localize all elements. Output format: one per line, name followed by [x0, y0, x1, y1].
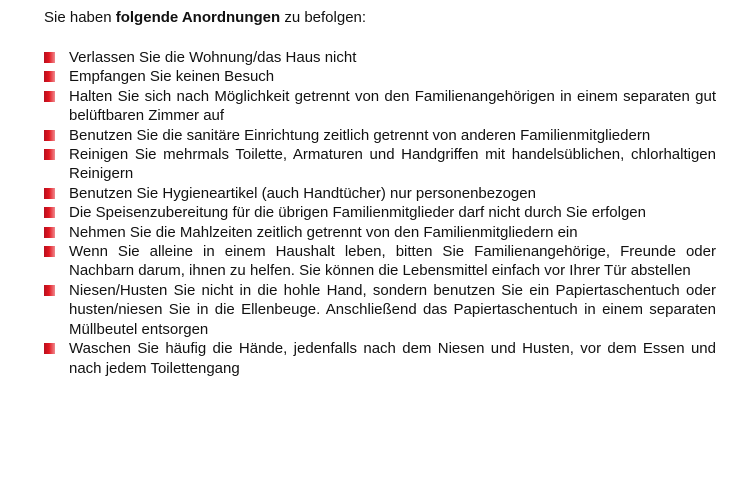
list-item [44, 145, 716, 184]
list-item-text: Halten Sie sich nach Möglichkeit getrennt von den Familienangehörigen in einem separaten gut belüftbaren Zimmer auf [69, 87, 716, 125]
list-item [44, 281, 716, 339]
bullet-icon [44, 149, 55, 160]
bullet-icon [44, 71, 55, 82]
list-item [44, 184, 716, 203]
list-item [44, 67, 716, 86]
bullet-icon [44, 207, 55, 218]
list-item-text: Waschen Sie häufig die Hände, jedenfalls nach dem Niesen und Husten, vor dem Essen und nach jedem Toilettengang [69, 340, 716, 377]
bullet-icon [44, 91, 55, 102]
list-item [44, 126, 716, 145]
intro-line [44, 8, 716, 28]
intro-prefix: Sie haben [44, 9, 116, 26]
bullet-icon [44, 227, 55, 238]
intro-bold: folgende Anordnungen [115, 9, 281, 26]
list-item [44, 339, 716, 378]
intro-suffix: zu befolgen: [280, 9, 367, 26]
list-item [44, 223, 716, 242]
list-item-text: Verlassen Sie die Wohnung/das Haus nicht [69, 49, 357, 66]
rules-list [44, 48, 716, 378]
list-item [44, 87, 716, 126]
bullet-icon [44, 285, 55, 296]
list-item [44, 242, 716, 281]
list-item-text: Die Speisenzubereitung für die übrigen Familienmitglieder darf nicht durch Sie erfolgen [69, 204, 646, 222]
list-item [44, 203, 716, 222]
bullet-icon [44, 188, 55, 199]
list-item-text: Empfangen Sie keinen Besuch [69, 68, 275, 86]
list-item-text: Benutzen Sie die sanitäre Einrichtung zeitlich getrennt von anderen Familienmitgliedern [69, 126, 651, 144]
list-item-text: Benutzen Sie Hygieneartikel (auch Handtücher) nur personenbezogen [69, 184, 536, 202]
document-body [44, 8, 716, 378]
list-item-text: Wenn Sie alleine in einem Haushalt leben, bitten Sie Familienangehörige, Freunde oder Nachbarn darum, ihnen zu helfen. Sie können die Lebensmittel einfach vor Ihrer Tür abstellen [69, 243, 716, 280]
list-item-text: Niesen/Husten Sie nicht in die hohle Hand, sondern benutzen Sie ein Papiertaschentuch oder husten/niesen Sie in die Ellenbeuge. Anschließend das Papiertaschentuch in einem separaten Müllbeutel entsorgen [69, 281, 716, 338]
bullet-icon [44, 343, 55, 354]
list-item-text: Nehmen Sie die Mahlzeiten zeitlich getrennt von den Familienmitgliedern ein [69, 223, 578, 241]
list-item-text: Reinigen Sie mehrmals Toilette, Armaturen und Handgriffen mit handelsüblichen, chlorhaltigen Reinigern [69, 146, 716, 183]
bullet-icon [44, 52, 55, 63]
bullet-icon [44, 130, 55, 141]
list-item [44, 48, 716, 67]
bullet-icon [44, 246, 55, 257]
